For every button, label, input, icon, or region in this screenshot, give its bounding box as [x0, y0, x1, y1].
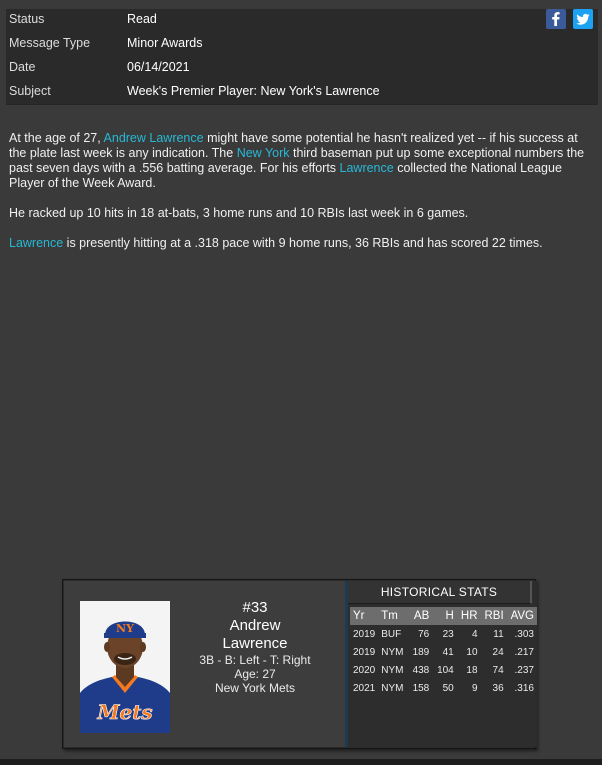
bottom-bar — [0, 759, 602, 765]
header-row-subject — [6, 81, 598, 105]
player-photo[interactable] — [80, 601, 170, 733]
player-info-panel — [64, 581, 345, 747]
stats-header-row — [350, 607, 537, 625]
player-first-name: Andrew — [229, 617, 281, 634]
player-link-lawrence[interactable]: Lawrence — [339, 161, 394, 175]
text-run: third baseman put up some exceptional numbers the past seven days with a .556 batting average. For his efforts — [9, 146, 585, 175]
column-header-tm[interactable]: Tm — [378, 607, 407, 625]
cell-h: 41 — [442, 646, 454, 658]
cell-avg: .217 — [514, 646, 534, 658]
cell-h: 23 — [442, 628, 454, 640]
cell-ab: 438 — [412, 664, 430, 676]
cell-rbi: 74 — [492, 664, 504, 676]
cell-rbi: 36 — [492, 682, 504, 694]
message-body — [9, 131, 589, 266]
column-header-hr[interactable]: HR — [457, 607, 481, 625]
cell-tm: NYM — [381, 664, 404, 676]
player-link-andrew-lawrence[interactable]: Andrew Lawrence — [103, 131, 204, 145]
cell-hr: 9 — [471, 682, 478, 694]
player-age: Age: 27 — [234, 667, 276, 681]
cell-avg: .303 — [514, 628, 534, 640]
twitter-icon — [573, 9, 593, 29]
table-row — [350, 643, 537, 661]
cell-rbi: 24 — [492, 646, 504, 658]
table-row — [350, 625, 537, 643]
header-value: 06/14/2021 — [127, 60, 190, 74]
cell-tm: NYM — [381, 646, 404, 658]
historical-stats-title: HISTORICAL STATS — [348, 581, 532, 604]
cell-avg: .316 — [514, 682, 534, 694]
cell-yr: 2020 — [353, 664, 376, 676]
facebook-icon — [546, 9, 566, 29]
player-team: New York Mets — [214, 681, 296, 695]
cap-logo-text: NY — [116, 622, 134, 635]
header-label: Status — [9, 12, 45, 26]
header-row-date — [6, 57, 598, 81]
player-last-name: Lawrence — [222, 635, 288, 652]
player-link-lawrence[interactable]: Lawrence — [9, 236, 64, 250]
cell-h: 50 — [442, 682, 454, 694]
header-value: Week's Premier Player: New York's Lawrence — [127, 84, 380, 98]
historical-stats-panel — [345, 581, 537, 747]
paragraph-3 — [9, 236, 589, 251]
player-card — [62, 579, 536, 749]
cell-h: 104 — [437, 664, 454, 676]
historical-stats-table — [350, 607, 537, 697]
column-header-h[interactable]: H — [432, 607, 457, 625]
player-position-line: 3B - B: Left - T: Right — [199, 653, 311, 667]
jersey-logo-text: Mets — [97, 700, 153, 724]
header-label: Message Type — [9, 36, 91, 50]
player-number: #33 — [242, 599, 268, 616]
paragraph-1 — [9, 131, 589, 191]
twitter-share-button[interactable] — [573, 9, 593, 29]
header-row-message-type — [6, 33, 598, 57]
text-run: collected the National League Player of the Week Award. — [9, 161, 562, 190]
header-value: Read — [127, 12, 157, 26]
cell-ab: 76 — [418, 628, 430, 640]
column-header-yr[interactable]: Yr — [350, 607, 378, 625]
table-row — [350, 661, 537, 679]
header-label: Subject — [9, 84, 51, 98]
player-details — [184, 599, 326, 695]
cell-avg: .237 — [514, 664, 534, 676]
cell-tm: BUF — [381, 628, 402, 640]
cell-yr: 2021 — [353, 682, 376, 694]
table-row — [350, 679, 537, 697]
text-run: At the age of 27, — [9, 131, 104, 145]
team-link-new-york[interactable]: New York — [236, 146, 290, 160]
facebook-share-button[interactable] — [546, 9, 566, 29]
cell-hr: 18 — [466, 664, 478, 676]
header-label: Date — [9, 60, 36, 74]
column-header-ab[interactable]: AB — [407, 607, 432, 625]
cell-yr: 2019 — [353, 646, 376, 658]
paragraph-2: He racked up 10 hits in 18 at-bats, 3 home runs and 10 RBIs last week in 6 games. — [9, 206, 469, 220]
cell-ab: 189 — [412, 646, 430, 658]
header-row-status — [6, 9, 598, 33]
cell-tm: NYM — [381, 682, 404, 694]
player-portrait-image — [80, 601, 170, 733]
text-run: might have some potential he hasn't realized yet -- if his success at the plate last week is any indication. The — [9, 131, 578, 160]
message-header — [6, 9, 598, 105]
cell-hr: 4 — [471, 628, 478, 640]
cell-hr: 10 — [466, 646, 478, 658]
cell-ab: 158 — [412, 682, 430, 694]
column-header-rbi[interactable]: RBI — [481, 607, 507, 625]
column-header-avg[interactable]: AVG — [507, 607, 537, 625]
cell-yr: 2019 — [353, 628, 376, 640]
text-run: is presently hitting at a .318 pace with 9 home runs, 36 RBIs and has scored 22 times. — [63, 236, 543, 250]
cell-rbi: 11 — [493, 628, 504, 640]
header-value: Minor Awards — [127, 36, 203, 50]
